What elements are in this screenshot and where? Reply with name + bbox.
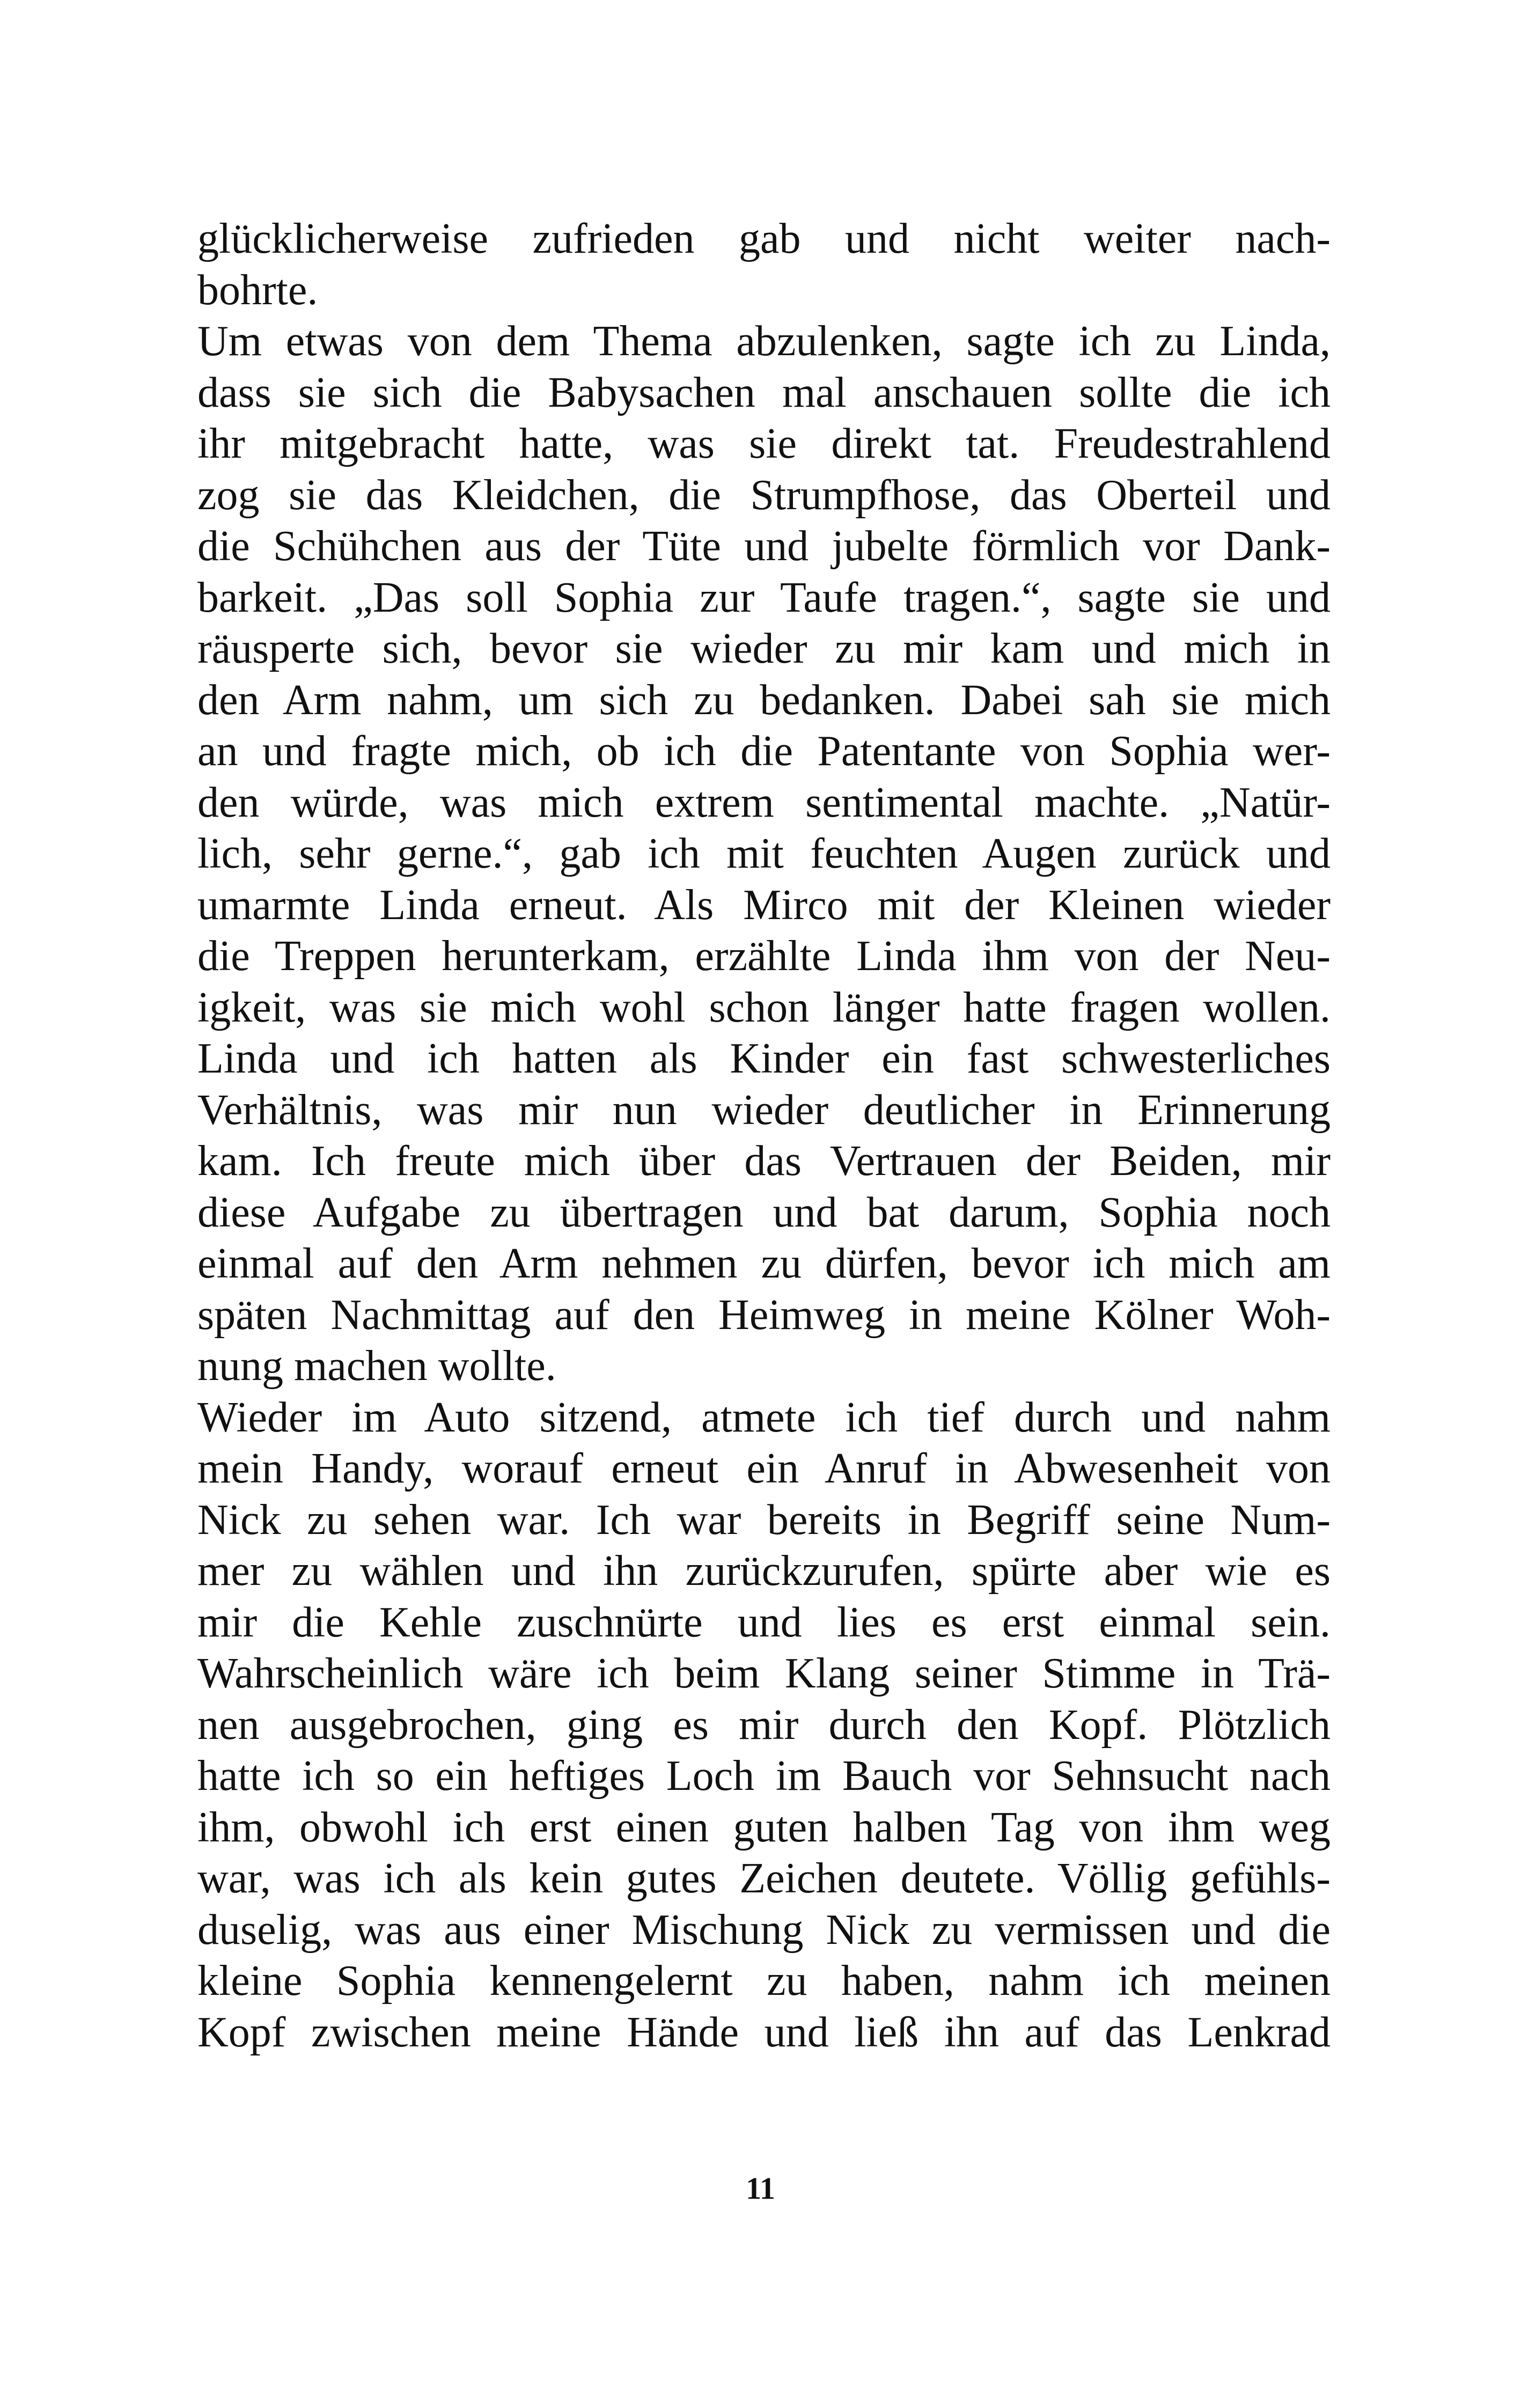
text-line: nen ausgebrochen, ging es mir durch den Kopf. Plötzlich <box>197 1701 1331 1749</box>
text-line: zog sie das Kleidchen, die Strumpfhose, das Oberteil und <box>197 471 1331 519</box>
text-line: den Arm nahm, um sich zu bedanken. Dabei sah sie mich <box>197 676 1331 724</box>
text-line: barkeit. „Das soll Sophia zur Taufe tragen.“, sagte sie und <box>197 574 1331 621</box>
text-line: mein Handy, worauf erneut ein Anruf in Abwesenheit von <box>197 1445 1331 1492</box>
text-line: nung machen wollte. <box>197 1342 556 1390</box>
text-line: igkeit, was sie mich wohl schon länger hatte fragen wollen. <box>197 983 1331 1031</box>
text-line: lich, sehr gerne.“, gab ich mit feuchten Augen zurück und <box>197 830 1331 877</box>
body-text <box>197 214 1331 2058</box>
text-line: kam. Ich freute mich über das Vertrauen der Beiden, mir <box>197 1137 1331 1185</box>
text-line: Um etwas von dem Thema abzulenken, sagte ich zu Linda, <box>197 318 1331 365</box>
text-line: diese Aufgabe zu übertragen und bat darum, Sophia noch <box>197 1188 1331 1236</box>
text-line: war, was ich als kein gutes Zeichen deutete. Völlig gefühls- <box>197 1855 1331 1902</box>
text-line: kleine Sophia kennengelernt zu haben, nahm ich meinen <box>197 1957 1331 2005</box>
text-line: Linda und ich hatten als Kinder ein fast schwesterliches <box>197 1035 1331 1082</box>
text-line: dass sie sich die Babysachen mal anschauen sollte die ich <box>197 369 1331 416</box>
page-number: 11 <box>746 2171 775 2206</box>
text-line: die Treppen herunterkam, erzählte Linda ihm von der Neu- <box>197 933 1331 980</box>
text-line: räusperte sich, bevor sie wieder zu mir kam und mich in <box>197 625 1331 672</box>
text-line: glücklicherweise zufrieden gab und nicht weiter nach- <box>197 215 1331 262</box>
text-line: an und fragte mich, ob ich die Patentante von Sophia wer- <box>197 728 1331 775</box>
text-line: hatte ich so ein heftiges Loch im Bauch vor Sehnsucht nach <box>197 1752 1331 1800</box>
text-line: ihm, obwohl ich erst einen guten halben Tag von ihm weg <box>197 1803 1331 1851</box>
text-line: die Schühchen aus der Tüte und jubelte förmlich vor Dank- <box>197 523 1331 570</box>
text-line: späten Nachmittag auf den Heimweg in meine Kölner Woh- <box>197 1291 1331 1339</box>
text-line: den würde, was mich extrem sentimental machte. „Natür- <box>197 779 1331 826</box>
text-line: Nick zu sehen war. Ich war bereits in Begriff seine Num- <box>197 1496 1331 1544</box>
text-line: einmal auf den Arm nehmen zu dürfen, bevor ich mich am <box>197 1240 1331 1287</box>
text-line: Verhältnis, was mir nun wieder deutlicher in Erinnerung <box>197 1086 1331 1134</box>
text-line: mir die Kehle zuschnürte und lies es erst einmal sein. <box>197 1598 1331 1646</box>
text-line: mer zu wählen und ihn zurückzurufen, spürte aber wie es <box>197 1547 1331 1595</box>
text-line: Kopf zwischen meine Hände und ließ ihn auf das Lenkrad <box>197 2008 1331 2056</box>
text-line: Wieder im Auto sitzend, atmete ich tief durch und nahm <box>197 1393 1331 1441</box>
text-line: bohrte. <box>197 266 318 314</box>
text-line: ihr mitgebracht hatte, was sie direkt tat. Freudestrahlend <box>197 420 1331 467</box>
text-line: duselig, was aus einer Mischung Nick zu vermissen und die <box>197 1906 1331 1954</box>
text-line: umarmte Linda erneut. Als Mirco mit der Kleinen wieder <box>197 881 1331 929</box>
text-line: Wahrscheinlich wäre ich beim Klang seiner Stimme in Trä- <box>197 1650 1331 1697</box>
